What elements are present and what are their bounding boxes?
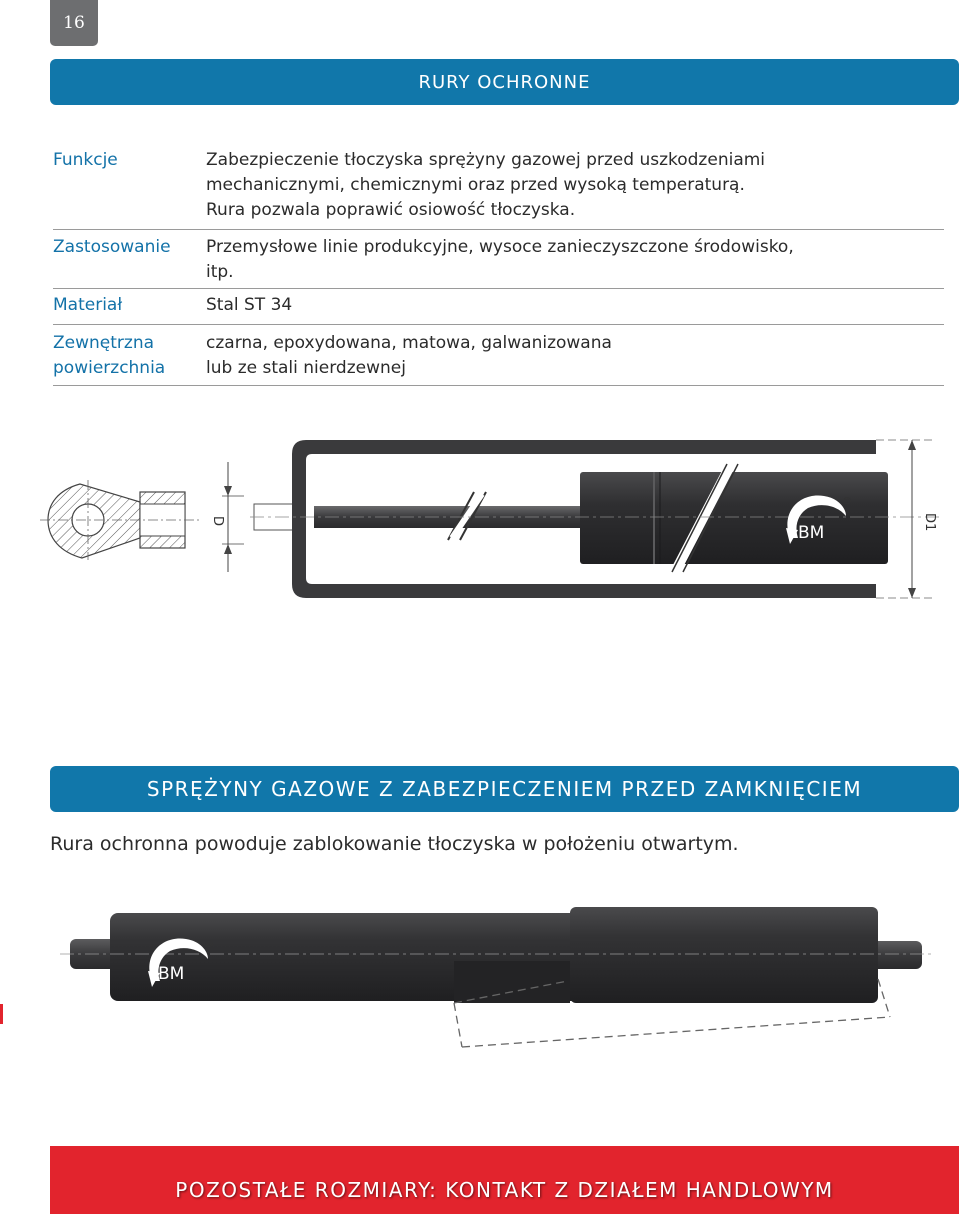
registered-mark: ®	[842, 496, 852, 507]
registered-mark: ®	[204, 939, 214, 950]
dimension-d1-label: D1	[922, 513, 937, 532]
spec-row-material	[53, 289, 944, 325]
section-title-banner: RURY OCHRONNE	[50, 59, 959, 105]
spec-label: Funkcje	[53, 150, 118, 170]
protective-tube-drawing	[0, 420, 960, 610]
spec-row-surface	[53, 325, 944, 386]
spec-value: Zabezpieczenie tłoczyska sprężyny gazowej przed uszkodzeniami mechanicznymi, chemicznymi oraz przed wysoką temperaturą. Rura pozwala poprawić osiowość tłoczyska.	[206, 150, 766, 220]
spec-row-functions	[53, 145, 944, 230]
spec-row-application	[53, 230, 944, 289]
eye-end-section	[40, 480, 200, 560]
section-2-banner: SPRĘŻYNY GAZOWE Z ZABEZPIECZENIEM PRZED ZAMKNIĘCIEM	[50, 766, 959, 812]
bm-logo-text: BM	[798, 523, 825, 543]
page-number: 16	[50, 0, 98, 46]
locked-spring-drawing	[0, 895, 960, 1055]
spec-value: Stal ST 34	[206, 295, 293, 315]
spec-value: czarna, epoxydowana, matowa, galwanizowana lub ze stali nierdzewnej	[206, 333, 612, 378]
dimension-d	[210, 462, 244, 572]
contact-sales-banner: POZOSTAŁE ROZMIARY: KONTAKT Z DZIAŁEM HANDLOWYM	[50, 1146, 959, 1214]
bm-logo-text: BM	[158, 964, 185, 984]
spec-table	[53, 145, 944, 386]
dimension-d-label: D	[210, 516, 225, 527]
spec-label: Materiał	[53, 295, 123, 315]
section-2-note: Rura ochronna powoduje zablokowanie tłoczyska w położeniu otwartym.	[50, 833, 739, 855]
spec-label: Zewnętrzna powierzchnia	[53, 333, 166, 378]
spec-value: Przemysłowe linie produkcyjne, wysoce zanieczyszczone środowisko, itp.	[206, 237, 794, 282]
spec-label: Zastosowanie	[53, 237, 171, 257]
